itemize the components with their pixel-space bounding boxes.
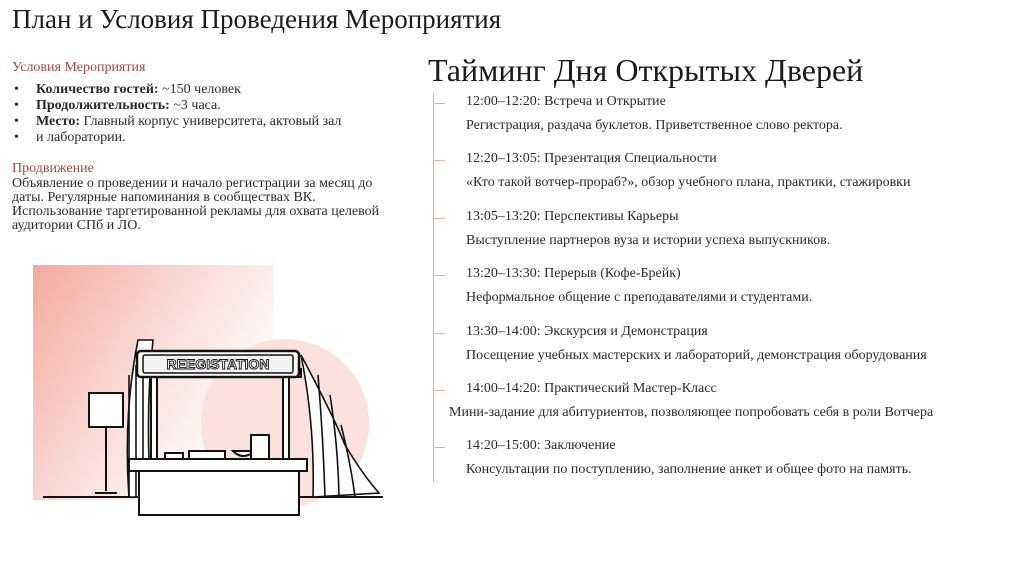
conditions-heading: Условия Мероприятия [12, 60, 146, 75]
page-title: План и Условия Проведения Мероприятия [12, 4, 502, 34]
timing-title: Тайминг Дня Открытых Дверей [428, 52, 864, 88]
timeline-line [433, 92, 434, 482]
condition-value: и лаборатории. [36, 130, 126, 145]
condition-value: Главный корпус университета, актовый зал [79, 114, 342, 129]
registration-booth-illustration [33, 265, 395, 550]
timeline-time: 14:00–14:20: Практический Мастер-Класс [466, 381, 717, 396]
timeline-tick [433, 160, 445, 161]
timeline-tick [433, 275, 445, 276]
timeline-time: 13:30–14:00: Экскурсия и Демонстрация [466, 324, 708, 339]
condition-label: Место: [36, 114, 80, 129]
timeline-description: Мини-задание для абитуриентов, позволяющее попробовать себя в роли Вотчера [449, 405, 934, 420]
timeline-time: 14:20–15:00: Заключение [466, 438, 616, 453]
condition-value: ~3 часа. [169, 98, 221, 113]
timeline-time: 13:20–13:30: Перерыв (Кофе-Брейк) [466, 266, 681, 281]
timeline-description: Неформальное общение с преподавателями и студентами. [466, 290, 813, 305]
condition-item-place [12, 114, 397, 130]
timeline-tick [433, 447, 445, 448]
registration-sign-text: REEGISTATION [166, 356, 270, 372]
timeline-description: Посещение учебных мастерских и лабораторий, демонстрация оборудования [466, 348, 927, 363]
timeline-description: «Кто такой вотчер-прораб?», обзор учебного плана, практики, стажировки [466, 175, 911, 190]
timeline-time: 12:00–12:20: Встреча и Открытие [466, 94, 666, 109]
timeline-time: 12:20–13:05: Презентация Специальности [466, 151, 717, 166]
timeline-description: Выступление партнеров вуза и истории успеха выпускников. [466, 233, 831, 248]
timeline-time: 13:05–13:20: Перспективы Карьеры [466, 209, 679, 224]
timeline-tick [433, 390, 445, 391]
condition-item-guests [12, 82, 397, 98]
timeline-description: Регистрация, раздача буклетов. Приветственное слово ректора. [466, 118, 843, 133]
timeline-tick [433, 333, 445, 334]
condition-label: Продолжительность: [36, 98, 170, 113]
conditions-list [12, 82, 397, 146]
timeline-tick [433, 218, 445, 219]
promotion-heading: Продвижение [12, 161, 94, 176]
timeline-tick [433, 103, 445, 104]
condition-item-duration [12, 98, 397, 114]
timeline-description: Консультации по поступлению, заполнение анкет и общее фото на память. [466, 462, 912, 477]
promotion-text: Объявление о проведении и начало регистрации за месяц до даты. Регулярные напоминания в сообществах ВК. Использование таргетированной рекламы для охвата целевой аудитории СПб и ЛО. [12, 176, 380, 233]
condition-value: ~150 человек [158, 82, 241, 97]
condition-label: Количество гостей: [36, 82, 159, 97]
condition-item-labs [12, 130, 397, 146]
